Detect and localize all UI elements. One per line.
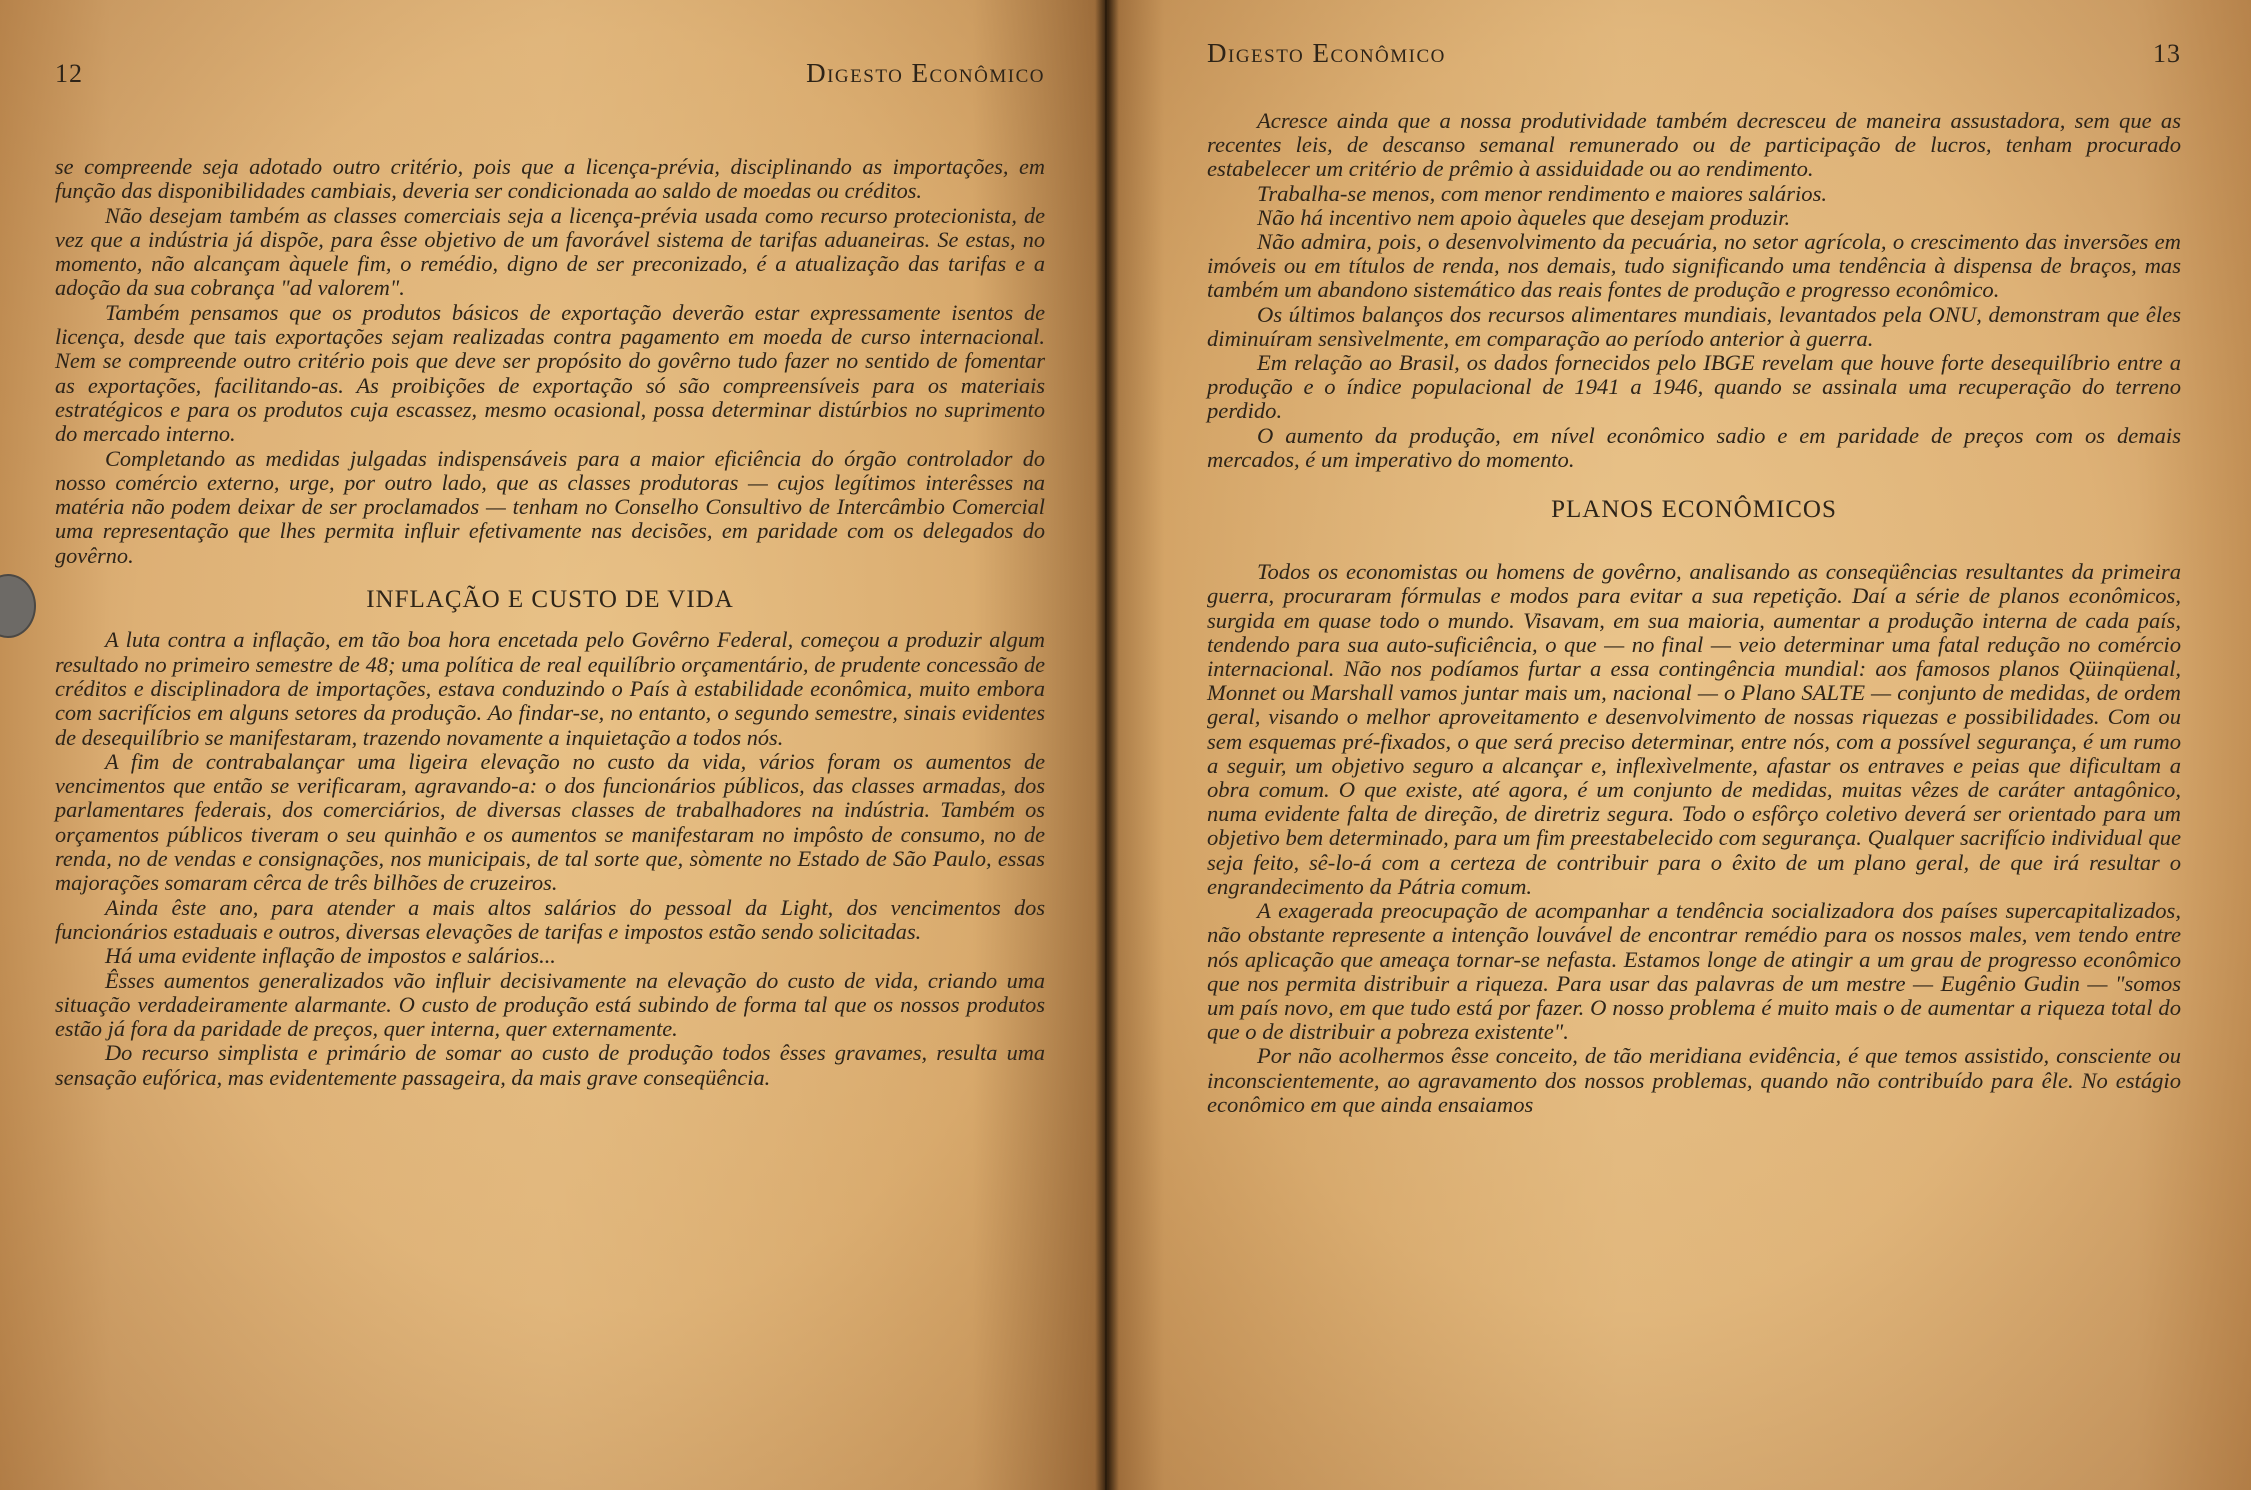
paragraph: Os últimos balanços dos recursos alimentares mundiais, levantados pela ONU, demonstram que êles diminuíram sensìvelmente, em comparação ao período anterior à guerra. (1207, 301, 2181, 351)
paragraph: se compreende seja adotado outro critério, pois que a licença-prévia, disciplinando as importações, em função das disponibilidades cambiais, deveria ser condicionada ao saldo de moedas ou créditos. (55, 154, 1045, 204)
article-body (55, 155, 1045, 1090)
paragraph: Completando as medidas julgadas indispensáveis para a maior eficiência do órgão controlador do nosso comércio externo, urge, por outro lado, que as classes produtoras — cujos legítimos interêsses na matéria não podem deixar de ser proclamados — tenham no Conselho Consultivo de Intercâmbio Comercial uma representação que lhes permita influir efetivamente nas decisões, em paridade com os delegados do govêrno. (55, 445, 1045, 568)
binding-hole (0, 574, 36, 638)
paragraph: A luta contra a inflação, em tão boa hora encetada pelo Govêrno Federal, começou a produzir algum resultado no primeiro semestre de 48; uma política de real equilíbrio orçamentário, de prudente concessão de créditos e disciplinadora de importações, estava conduzindo o País à estabilidade econômica, muito embora com sacrifícios em alguns setores da produção. Ao findar-se, no entanto, o segundo semestre, sinais evidentes de desequilíbrio se manifestaram, trazendo novamente a inquietação a todos nós. (55, 627, 1045, 750)
page-number: 12 (55, 59, 83, 88)
paragraph: Não admira, pois, o desenvolvimento da pecuária, no setor agrícola, o crescimento das inversões em imóveis ou em títulos de renda, nos demais, tudo significando uma tendência à dispensa de braços, mas também um abandono sistemático das reais fontes de produção e progresso econômico. (1207, 229, 2181, 303)
paragraph: A fim de contrabalançar uma ligeira elevação no custo da vida, vários foram os aumentos de vencimentos que então se verificaram, agravando-a: o dos funcionários públicos, das classes armadas, dos parlamentares federais, dos comerciários, de diversas classes de trabalhadores na indústria. Também os orçamentos públicos tiveram o seu quinhão e os aumentos se manifestaram no impôsto de consumo, no de renda, no de vendas e consignações, nos municipais, de tal sorte que, sòmente no Estado de São Paulo, essas majorações somaram cêrca de três bilhões de cruzeiros. (55, 748, 1045, 896)
section-heading: PLANOS ECONÔMICOS (1551, 496, 1837, 524)
page-number: 13 (2153, 39, 2181, 68)
running-head (55, 58, 1045, 89)
right-page (1107, 0, 2251, 1490)
magazine-title: Digesto Econômico (806, 58, 1045, 88)
book-gutter (1095, 0, 1119, 1490)
paragraph: Trabalha-se menos, com menor rendimento e maiores salários. (1257, 180, 1828, 206)
paragraph: Ainda êste ano, para atender a mais altos salários do pessoal da Light, dos vencimentos dos funcionários estaduais e outros, diversas elevações de tarifas e impostos estão sendo solicitadas. (55, 894, 1045, 944)
paragraph: Em relação ao Brasil, os dados fornecidos pelo IBGE revelam que houve forte desequilíbrio entre a produção e o índice populacional de 1941 a 1946, quando se assinala uma recuperação do terreno perdido. (1207, 350, 2181, 424)
paragraph: Êsses aumentos generalizados vão influir decisivamente na elevação do custo de vida, criando uma situação verdadeiramente alarmante. O custo de produção está subindo de forma tal que os nossos produtos estão já fora da paridade de preços, quer interna, quer externamente. (55, 967, 1045, 1042)
paragraph: Também pensamos que os produtos básicos de exportação deverão estar expressamente isentos de licença, desde que tais exportações sejam realizadas contra pagamento em moeda de curso internacional. Nem se compreende outro critério pois que deve ser propósito do govêrno tudo fazer no sentido de fomentar as exportações, facilitando-as. As proibições de exportação só são compreensíveis para os materiais estratégicos e para os produtos cuja escassez, mesmo ocasional, possa determinar distúrbios no suprimento do mercado interno. (55, 299, 1045, 447)
paragraph: Acresce ainda que a nossa produtividade também decresceu de maneira assustadora, sem que as recentes leis, de descanso semanal remunerado ou de participação de lucros, tenham procurado estabelecer um critério de prêmio à assiduidade ou ao rendimento. (1207, 108, 2181, 182)
section-heading: INFLAÇÃO E CUSTO DE VIDA (366, 586, 734, 614)
paragraph: Não desejam também as classes comerciais seja a licença-prévia usada como recurso protecionista, de vez que a indústria já dispõe, para êsse objetivo de um favorável sistema de tarifas aduaneiras. Se estas, no momento, não alcançam àquele fim, o remédio, digno de ser preconizado, é a atualização das tarifas e a adoção da sua cobrança "ad valorem". (55, 202, 1045, 301)
article-body (1207, 109, 2181, 1117)
paragraph: Não há incentivo nem apoio àqueles que desejam produzir. (1257, 204, 1791, 230)
paragraph: Do recurso simplista e primário de somar ao custo de produção todos êsses gravames, resulta uma sensação eufórica, mas evidentemente passageira, da mais grave conseqüência. (55, 1040, 1045, 1090)
paragraph: Todos os economistas ou homens de govêrno, analisando as conseqüências resultantes da primeira guerra, procuraram fórmulas e modos para evitar a sua repetição. Daí a série de planos econômicos, surgida em quase todo o mundo. Visavam, em sua maioria, aumentar a produção interna de cada país, tendendo para sua auto-suficiência, o que — no final — veio determinar uma fatal redução no comércio internacional. Não nos podíamos furtar a essa contingência mundial: aos famosos planos Qüinqüenal, Monnet ou Marshall vamos juntar mais um, nacional — o Plano SALTE — conjunto de medidas, de ordem geral, visando o melhor aproveitamento e desenvolvimento de nossas riquezas e possibilidades. Com ou sem esquemas pré-fixados, o que será preciso determinar, entre nós, com a possível segurança, é um rumo a seguir, um objetivo seguro a alcançar e, inflexìvelmente, afastar os entraves e peias que dificultam a obra comum. O que existe, até agora, é um conjunto de medidas, muitas vêzes de caráter antagônico, numa evidente falta de direção, de diretriz segura. Todo o esfôrço coletivo deverá ser orientado para um objetivo bem determinado, para um fim preestabelecido com segurança. Qualquer sacrifício individual que seja feito, sê-lo-á com a certeza de contribuir para o êxito de um plano geral, de que irá resultar o engrandecimento da Pátria comum. (1207, 559, 2181, 899)
magazine-title: Digesto Econômico (1207, 38, 1446, 68)
running-head (1207, 38, 2181, 69)
paragraph: Há uma evidente inflação de impostos e salários... (105, 943, 556, 969)
paragraph: O aumento da produção, em nível econômico sadio e em paridade de preços com os demais mercados, é um imperativo do momento. (1207, 422, 2181, 472)
left-page (0, 0, 1105, 1490)
paragraph: Por não acolhermos êsse conceito, de tão meridiana evidência, é que temos assistido, consciente ou inconscientemente, ao agravamento dos nossos problemas, quando não contribuído para êle. No estágio econômico em que ainda ensaiamos (1207, 1043, 2181, 1117)
paragraph: A exagerada preocupação de acompanhar a tendência socializadora dos países supercapitalizados, não obstante represente a intenção louvável de encontrar remédio para os nossos males, vem tendo entre nós aplicação que ameaça tornar-se nefasta. Estamos longe de atingir a um grau de progresso econômico que nos permita distribuir a riqueza. Para usar das palavras de um mestre — Eugênio Gudin — "somos um país novo, em que tudo está por fazer. O nosso problema é muito mais o de aumentar a riqueza total do que o de distribuir a pobreza existente". (1207, 898, 2181, 1045)
